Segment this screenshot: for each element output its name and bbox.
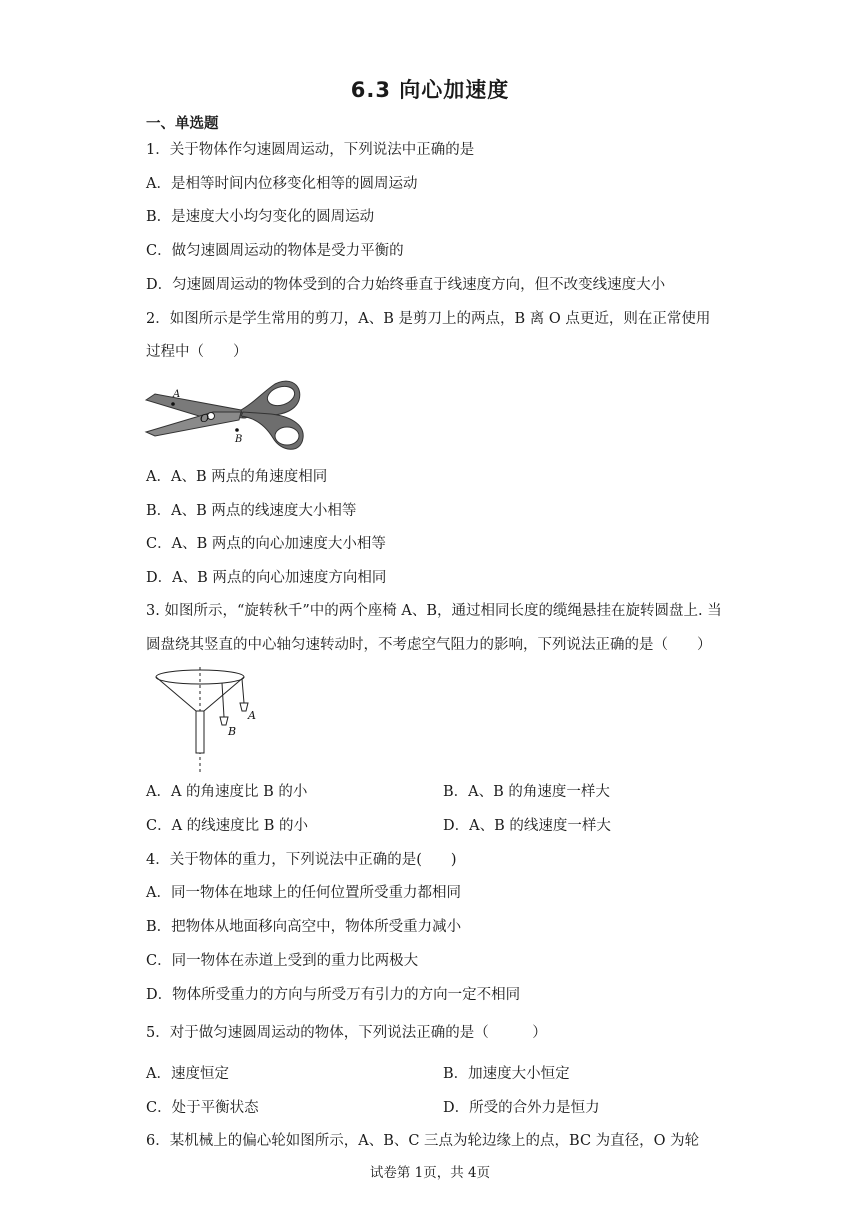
page-title: 6.3 向心加速度 (350, 78, 510, 102)
seat-a (240, 703, 248, 711)
page-footer: 试卷第 1页，共 4页 (369, 1165, 491, 1181)
question-1-option-b: B．是速度大小均匀变化的圆周运动 (146, 209, 375, 225)
question-4-option-d: D．物体所受重力的方向与所受万有引力的方向一定不相同 (146, 987, 521, 1003)
question-2-option-c: C．A、B 两点的向心加速度大小相等 (146, 536, 386, 552)
question-3-option-d: D．A、B 的线速度一样大 (443, 818, 611, 834)
label-a: A (248, 709, 256, 722)
scissors-figure (143, 372, 305, 456)
question-3-option-a: A．A 的角速度比 B 的小 (146, 784, 308, 800)
scissors-lower-blade (146, 412, 241, 436)
question-4-option-b: B．把物体从地面移向高空中，物体所受重力减小 (146, 919, 462, 935)
question-2-stem-line-1: 2．如图所示是学生常用的剪刀，A、B 是剪刀上的两点，B 离 O 点更近，则在正常使用 (146, 311, 711, 327)
question-4-option-a: A．同一物体在地球上的任何位置所受重力都相同 (146, 885, 461, 901)
question-6-stem: 6．某机械上的偏心轮如图所示，A、B、C 三点为轮边缘上的点，BC 为直径，O 为轮 (146, 1133, 700, 1149)
question-3-option-c: C．A 的线速度比 B 的小 (146, 818, 309, 834)
question-1-stem: 1．关于物体作匀速圆周运动，下列说法中正确的是 (146, 142, 475, 158)
label-o: O (200, 412, 210, 425)
question-5-stem: 5．对于做匀速圆周运动的物体，下列说法正确的是（ ） (146, 1025, 547, 1041)
question-2-option-b: B．A、B 两点的线速度大小相等 (146, 503, 357, 519)
question-5-option-a: A．速度恒定 (146, 1066, 229, 1082)
rotating-swing-figure (150, 665, 266, 775)
question-2-option-a: A．A、B 两点的角速度相同 (146, 469, 328, 485)
point-b-dot (235, 428, 239, 432)
question-1-option-a: A．是相等时间内位移变化相等的圆周运动 (146, 176, 418, 192)
label-b: B (235, 434, 243, 445)
section-heading: 一、单选题 (146, 116, 219, 132)
label-b: B (228, 725, 237, 738)
question-3-stem-line-2: 圆盘绕其竖直的中心轴匀速转动时，不考虑空气阻力的影响，下列说法正确的是（ ） (146, 637, 712, 653)
question-1-option-c: C．做匀速圆周运动的物体是受力平衡的 (146, 243, 404, 259)
question-5-option-c: C．处于平衡状态 (146, 1100, 259, 1116)
question-3-option-b: B．A、B 的角速度一样大 (443, 784, 610, 800)
question-2-option-d: D．A、B 两点的向心加速度方向相同 (146, 570, 387, 586)
seat-b (220, 717, 228, 725)
point-a-dot (171, 402, 175, 406)
question-2-stem-line-2: 过程中（ ） (146, 344, 248, 360)
label-a: A (173, 389, 181, 400)
question-4-option-c: C．同一物体在赤道上受到的重力比两极大 (146, 953, 419, 969)
question-4-stem: 4．关于物体的重力，下列说法中正确的是( ) (146, 852, 457, 868)
question-3-stem-line-1: 3. 如图所示，“旋转秋千”中的两个座椅 A、B，通过相同长度的缆绳悬挂在旋转圆盘上. 当 (146, 603, 722, 619)
question-1-option-d: D．匀速圆周运动的物体受到的合力始终垂直于线速度方向，但不改变线速度大小 (146, 277, 666, 293)
question-5-option-b: B．加速度大小恒定 (443, 1066, 570, 1082)
question-5-option-d: D．所受的合外力是恒力 (443, 1100, 600, 1116)
central-column (196, 711, 204, 753)
